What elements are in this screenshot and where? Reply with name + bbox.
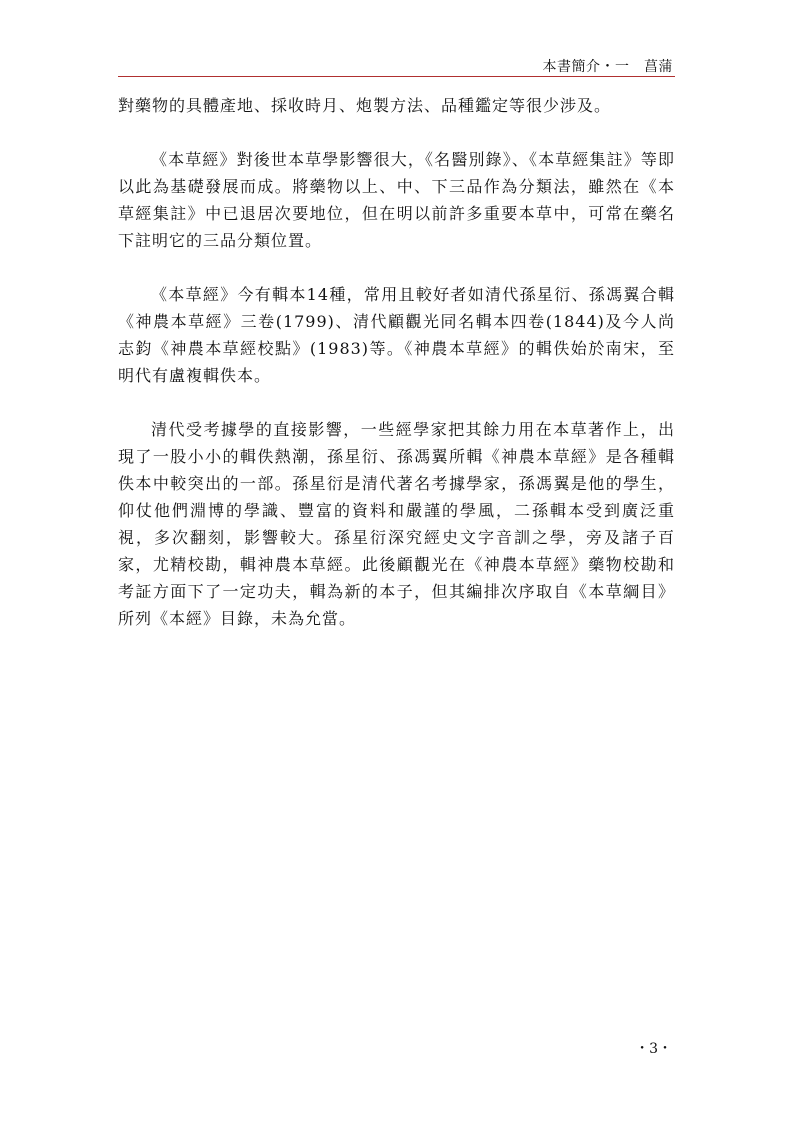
paragraph-qing-scholars: 清代受考據學的直接影響，一些經學家把其餘力用在本草著作上，出現了一股小小的輯佚熱潮，孫星衍、孫馮翼所輯《神農本草經》是各種輯佚本中較突出的一部。孫星衍是清代著名考據學家，孫馮翼是他的學生，仰仗他們淵博的學識、豐富的資料和嚴謹的學風，二孫輯本受到廣泛重視，多次翻刻，影響較大。孫星衍深究經史文字音訓之學，旁及諸子百家，尤精校勘，輯神農本草經。此後顧觀光在《神農本草經》藥物校勘和考証方面下了一定功夫，輯為新的本子，但其編排次序取自《本草綱目》所列《本經》目錄，未為允當。 bbox=[118, 420, 675, 628]
body-text bbox=[118, 92, 675, 632]
running-header bbox=[118, 54, 675, 77]
page-number: ・3・ bbox=[635, 1041, 672, 1057]
paragraph-influence: 《本草經》對後世本草學影響很大，《名醫別錄》、《本草經集註》等即以此為基礎發展而成。將藥物以上、中、下三品作為分類法，雖然在《本草經集註》中已退居次要地位，但在明以前許多重要本草中，可常在藥名下註明它的三品分類位置。 bbox=[118, 150, 675, 250]
paragraph-continued: 對藥物的具體產地、採收時月、炮製方法、品種鑑定等很少涉及。 bbox=[118, 96, 612, 115]
paragraph-editions: 《本草經》今有輯本14種，常用且較好者如清代孫星衍、孫馮翼合輯《神農本草經》三卷(1799)、清代顧觀光同名輯本四卷(1844)及今人尚志鈞《神農本草經校點》(1983)等。《神農本草經》的輯佚始於南宋，至明代有盧複輯佚本。 bbox=[118, 285, 675, 385]
header-title: 本書簡介・一 菖蒲 bbox=[542, 59, 673, 75]
